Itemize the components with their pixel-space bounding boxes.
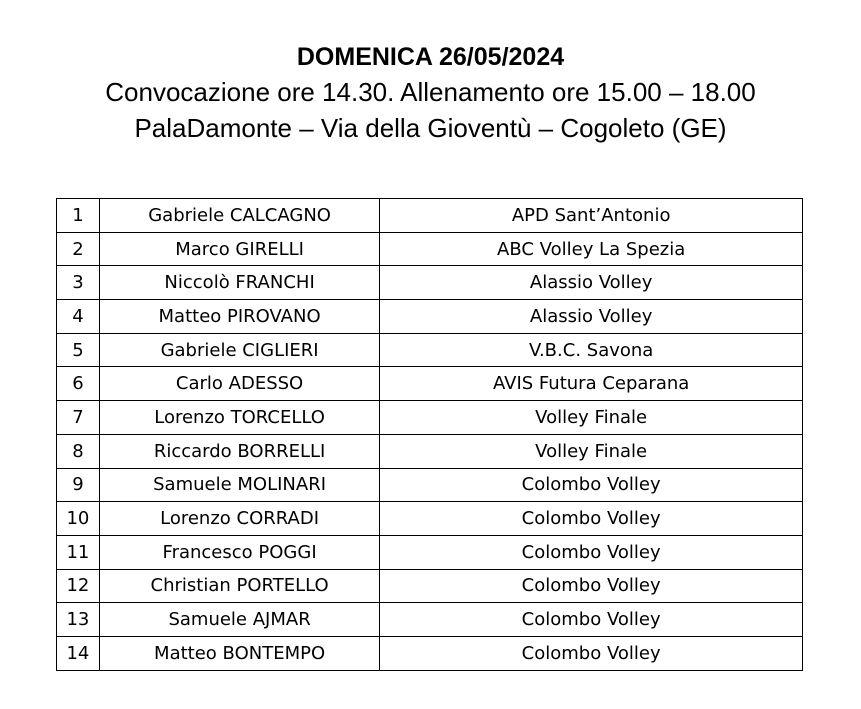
- player-number: 4: [57, 300, 100, 334]
- player-name: Niccolò FRANCHI: [99, 266, 379, 300]
- player-team: Colombo Volley: [380, 603, 803, 637]
- table-row: [57, 468, 803, 502]
- player-name: Riccardo BORRELLI: [99, 434, 379, 468]
- player-number: 11: [57, 535, 100, 569]
- player-number: 14: [57, 636, 100, 670]
- page-title: DOMENICA 26/05/2024: [296, 43, 565, 71]
- player-name: Lorenzo TORCELLO: [99, 401, 379, 435]
- player-name: Christian PORTELLO: [99, 569, 379, 603]
- player-number: 6: [57, 367, 100, 401]
- player-number: 9: [57, 468, 100, 502]
- player-team: Colombo Volley: [380, 468, 803, 502]
- table-row: [57, 401, 803, 435]
- player-name: Lorenzo CORRADI: [99, 502, 379, 536]
- convocation-time: Convocazione ore 14.30. Allenamento ore 15.00 – 18.00: [105, 77, 756, 107]
- player-team: Colombo Volley: [380, 636, 803, 670]
- table-row: [57, 535, 803, 569]
- roster-body: [57, 199, 803, 671]
- player-name: Matteo BONTEMPO: [99, 636, 379, 670]
- player-number: 7: [57, 401, 100, 435]
- player-team: V.B.C. Savona: [380, 333, 803, 367]
- player-team: AVIS Futura Ceparana: [380, 367, 803, 401]
- player-name: Gabriele CALCAGNO: [99, 199, 379, 233]
- roster-table: [56, 198, 803, 671]
- player-number: 5: [57, 333, 100, 367]
- table-row: [57, 333, 803, 367]
- player-name: Samuele MOLINARI: [99, 468, 379, 502]
- player-name: Samuele AJMAR: [99, 603, 379, 637]
- player-name: Gabriele CIGLIERI: [99, 333, 379, 367]
- table-row: [57, 266, 803, 300]
- player-number: 3: [57, 266, 100, 300]
- player-number: 1: [57, 199, 100, 233]
- player-team: Colombo Volley: [380, 502, 803, 536]
- table-row: [57, 569, 803, 603]
- player-team: Volley Finale: [380, 434, 803, 468]
- table-row: [57, 434, 803, 468]
- player-team: Alassio Volley: [380, 266, 803, 300]
- player-team: ABC Volley La Spezia: [380, 232, 803, 266]
- player-number: 10: [57, 502, 100, 536]
- player-number: 2: [57, 232, 100, 266]
- player-number: 13: [57, 603, 100, 637]
- player-team: APD Sant’Antonio: [380, 199, 803, 233]
- table-row: [57, 232, 803, 266]
- table-row: [57, 300, 803, 334]
- player-name: Matteo PIROVANO: [99, 300, 379, 334]
- player-name: Marco GIRELLI: [99, 232, 379, 266]
- venue-address: PalaDamonte – Via della Gioventù – Cogoleto (GE): [134, 113, 727, 143]
- player-team: Alassio Volley: [380, 300, 803, 334]
- table-row: [57, 636, 803, 670]
- table-row: [57, 367, 803, 401]
- player-team: Volley Finale: [380, 401, 803, 435]
- player-team: Colombo Volley: [380, 569, 803, 603]
- document-header: [0, 40, 861, 146]
- player-name: Carlo ADESSO: [99, 367, 379, 401]
- player-number: 12: [57, 569, 100, 603]
- table-row: [57, 199, 803, 233]
- player-name: Francesco POGGI: [99, 535, 379, 569]
- table-row: [57, 502, 803, 536]
- player-number: 8: [57, 434, 100, 468]
- player-team: Colombo Volley: [380, 535, 803, 569]
- table-row: [57, 603, 803, 637]
